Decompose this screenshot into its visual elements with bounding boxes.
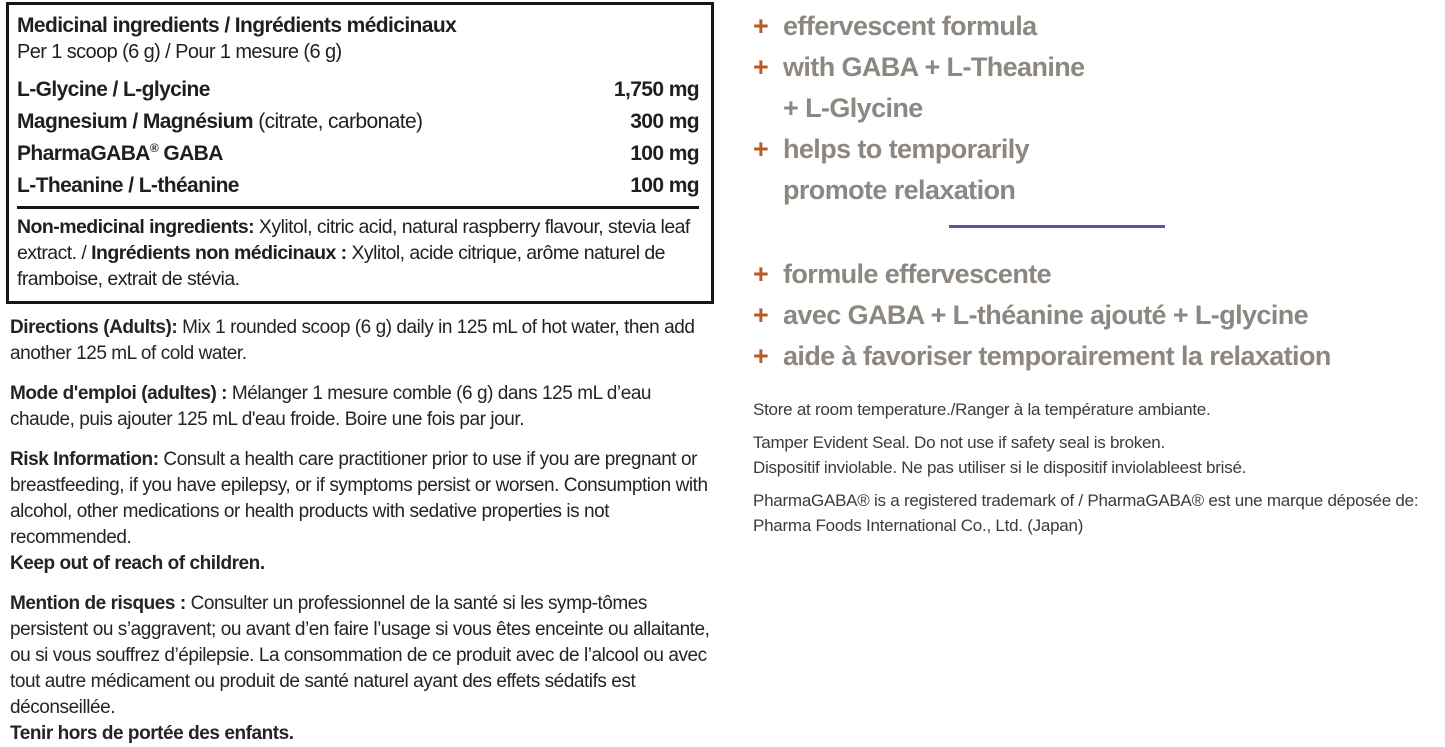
mention-risques-paragraph: Mention de risques : Consulter un professionnel de la santé si les symp-tômes persistent ou s’aggravent; ou avant d’en faire l’usage si vous êtes enceinte ou allaitante, ou si vous souffrez d’épilepsie. La consommation de ce produit avec de l’alcool ou avec tout autre médicament ou produit de santé naturel ayant des effets sédatifs est déconseillée. Tenir hors de portée des enfants. — [10, 591, 714, 747]
directions-paragraph: Directions (Adults): Mix 1 rounded scoop (6 g) daily in 125 mL of hot water, then add another 125 mL of cold water. — [10, 317, 695, 364]
ingredient-amount: 300 mg — [630, 110, 699, 133]
benefits-list-fr — [753, 254, 1445, 377]
tamper-seal-note: Tamper Evident Seal. Do not use if safety seal is broken. Dispositif inviolable. Ne pas utiliser si le dispositif inviolableest brisé. — [753, 433, 1247, 477]
footnotes — [753, 397, 1445, 538]
benefit-item — [753, 6, 1445, 47]
serving-size: Per 1 scoop (6 g) / Pour 1 mesure (6 g) — [17, 41, 342, 63]
benefit-item — [753, 47, 1445, 129]
plus-bullet-icon: + — [753, 300, 769, 330]
supplement-facts-panel — [6, 2, 714, 304]
benefit-text: avec GABA + L-théanine ajouté + L-glycine — [783, 300, 1309, 330]
benefit-text: with GABA + L-Theanine — [783, 52, 1085, 82]
plus-bullet-icon: + — [753, 134, 769, 164]
mode-emploi-paragraph: Mode d'emploi (adultes) : Mélanger 1 mesure comble (6 g) dans 125 mL d’eau chaude, puis ajouter 125 mL d'eau froide. Boire une fois par jour. — [10, 383, 652, 430]
table-row — [17, 135, 699, 167]
benefits-list-en — [753, 6, 1445, 211]
benefit-text: + L-Glycine — [783, 93, 923, 123]
benefit-text: formule effervescente — [783, 259, 1052, 289]
table-row — [17, 103, 699, 135]
benefit-item — [753, 295, 1445, 336]
tenir-hors-line: Tenir hors de portée des enfants. — [10, 723, 294, 744]
table-row — [17, 167, 699, 199]
ingredient-table — [17, 71, 699, 199]
panel-title: Medicinal ingredients / Ingrédients médicinaux — [17, 14, 457, 37]
ingredient-amount: 100 mg — [630, 142, 699, 165]
ingredient-name: L-Theanine / L-théanine — [17, 174, 239, 197]
ingredient-amount: 100 mg — [630, 174, 699, 197]
benefit-item — [753, 129, 1445, 211]
trademark-note: PharmaGABA® is a registered trademark of / PharmaGABA® est une marque déposée de: Pharma Foods International Co., Ltd. (Japan) — [753, 491, 1419, 535]
risk-information-paragraph: Risk Information: Consult a health care practitioner prior to use if you are pregnant or breastfeeding, if you have epilepsy, or if symptoms persist or worsen. Consumption with alcohol, other medications or health products with sedative properties is not recommended. Keep out of reach of children. — [10, 447, 714, 577]
section-divider — [949, 225, 1165, 228]
table-row — [17, 71, 699, 103]
keep-out-of-reach-line: Keep out of reach of children. — [10, 553, 265, 574]
ingredient-name: Magnesium / Magnésium (citrate, carbonate) — [17, 110, 423, 133]
panel-divider — [17, 206, 699, 209]
right-column — [753, 6, 1445, 546]
ingredient-amount: 1,750 mg — [613, 78, 699, 101]
left-column — [6, 2, 714, 747]
ingredient-name: L-Glycine / L-glycine — [17, 78, 210, 101]
plus-bullet-icon: + — [753, 11, 769, 41]
benefit-text: aide à favoriser temporairement la relaxation — [783, 341, 1331, 371]
plus-bullet-icon: + — [753, 259, 769, 289]
benefit-text: promote relaxation — [783, 175, 1016, 205]
non-medicinal-text: Non-medicinal ingredients: Xylitol, citric acid, natural raspberry flavour, stevia leaf extract. / Ingrédients non médicinaux : Xylitol, acide citrique, arôme naturel de framboise, extrait de stévia. — [17, 216, 690, 290]
benefit-item — [753, 336, 1445, 377]
benefit-text: helps to temporarily — [783, 134, 1030, 164]
benefit-item — [753, 254, 1445, 295]
ingredient-name: PharmaGABA® GABA — [17, 141, 223, 165]
plus-bullet-icon: + — [753, 52, 769, 82]
plus-bullet-icon: + — [753, 341, 769, 371]
storage-note: Store at room temperature./Ranger à la température ambiante. — [753, 400, 1211, 419]
benefit-text: effervescent formula — [783, 11, 1037, 41]
